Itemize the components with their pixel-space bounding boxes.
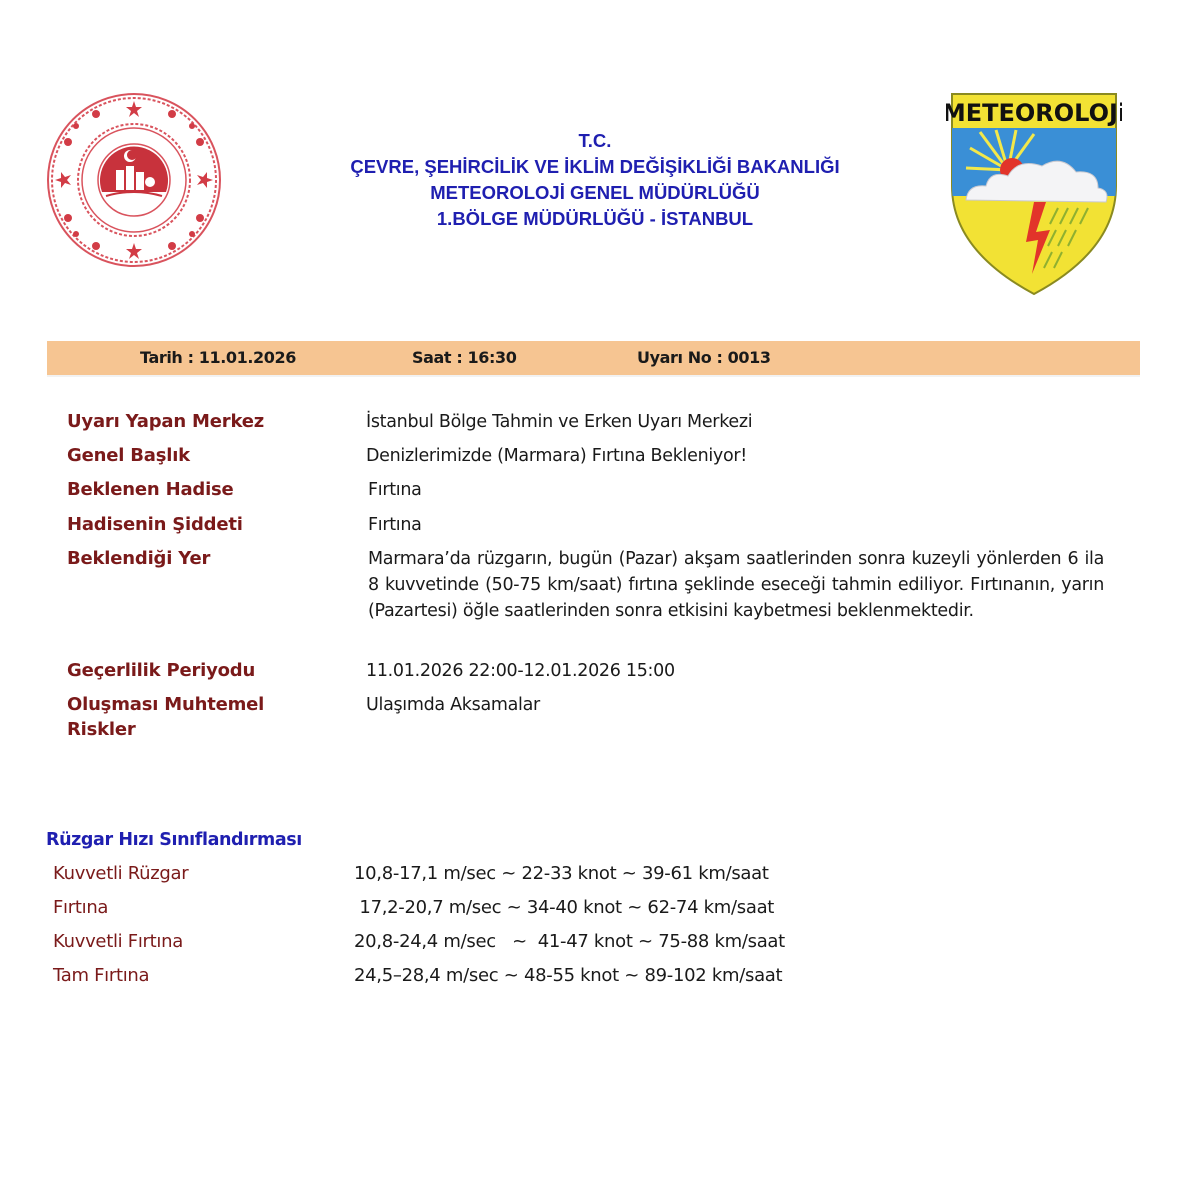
wind-row-value: 20,8-24,4 m/sec ~ 41-47 knot ~ 75-88 km/saat [354,931,785,952]
wind-row-value: 17,2-20,7 m/sec ~ 34-40 knot ~ 62-74 km/saat [354,897,775,918]
header-line-region: 1.BÖLGE MÜDÜRLÜĞÜ - İSTANBUL [436,208,754,229]
warning-info-bar [47,341,1140,377]
value-issuing-center: İstanbul Bölge Tahmin ve Erken Uyarı Merkezi [366,412,753,432]
header-line-directorate: METEOROLOJİ GENEL MÜDÜRLÜĞÜ [430,182,760,203]
wind-row-label: Kuvvetli Fırtına [53,931,183,952]
label-expected-event: Beklenen Hadise [67,479,234,500]
wind-row-label: Fırtına [53,897,109,918]
value-event-severity: Fırtına [368,515,422,535]
label-general-title: Genel Başlık [67,445,190,466]
wind-row-value: 10,8-17,1 m/sec ~ 22-33 knot ~ 39-61 km/saat [354,863,769,884]
wind-row-label: Kuvvetli Rüzgar [53,863,189,884]
label-issuing-center: Uyarı Yapan Merkez [67,411,265,432]
header-line-tc: T.C. [578,130,612,151]
label-possible-risks-line2: Riskler [67,719,136,740]
wind-classification-title: Rüzgar Hızı Sınıflandırması [46,830,302,850]
warning-time: Saat : 16:30 [412,348,517,367]
label-expected-location: Beklendiği Yer [67,548,211,569]
value-expected-location: Marmara’da rüzgarın, bugün (Pazar) akşam saatlerinden sonra kuzeyli yönlerden 6 ila 8 kuvvetinde (50-75 km/saat) fırtına şeklinde eseceği tahmin ediliyor. Fırtınanın, yarın (Pazartesi) öğle saatlerinden sonra etkisini kaybetmesi beklenmektedir. [368,549,1104,621]
meteoroloji-shield-icon [946,90,1122,296]
label-possible-risks-line1: Oluşması Muhtemel [67,694,265,715]
wind-row-value: 24,5–28,4 m/sec ~ 48-55 knot ~ 89-102 km/saat [354,965,783,986]
wind-row-label: Tam Fırtına [53,965,150,986]
value-expected-event: Fırtına [368,480,422,500]
warning-date: Tarih : 11.01.2026 [140,348,296,367]
value-general-title: Denizlerimizde (Marmara) Fırtına Bekleniyor! [366,446,748,466]
document-header [300,128,890,232]
label-possible-risks [67,692,264,742]
value-validity-period: 11.01.2026 22:00-12.01.2026 15:00 [366,661,675,681]
warning-number: Uyarı No : 0013 [637,348,771,367]
label-validity-period: Geçerlilik Periyodu [67,660,256,681]
ministry-seal-icon [46,92,222,268]
value-possible-risks: Ulaşımda Aksamalar [366,695,540,715]
shield-text: METEOROLOJi [946,99,1122,127]
label-event-severity: Hadisenin Şiddeti [67,514,243,535]
header-line-ministry: ÇEVRE, ŞEHİRCİLİK VE İKLİM DEĞİŞİKLİĞİ BAKANLIĞI [350,156,840,177]
